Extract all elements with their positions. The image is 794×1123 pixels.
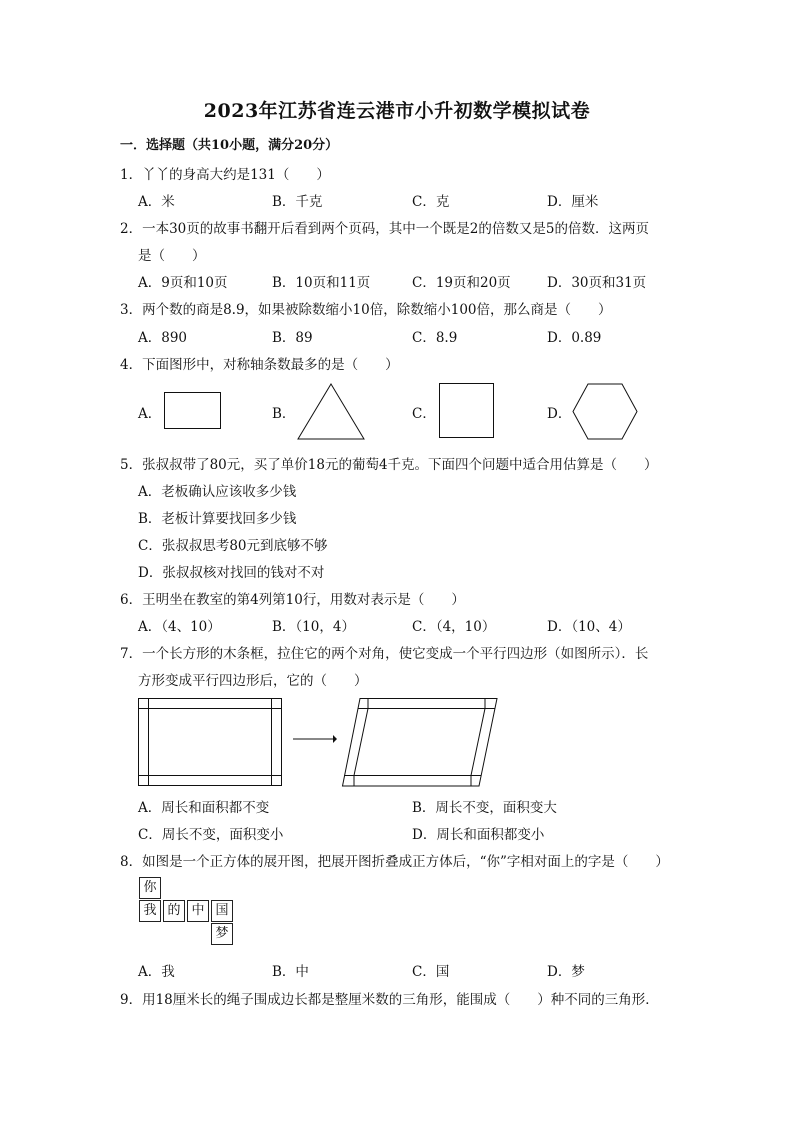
q6-option-a: A．（4、10）	[138, 619, 221, 635]
q7-option-d: D．周长和面积都变小	[412, 827, 545, 843]
q2-option-d: D．30页和31页	[547, 275, 647, 291]
q4-option-c: C．	[412, 406, 436, 422]
arrow-right-icon	[293, 733, 337, 745]
q3-option-c: C．8.9	[412, 330, 458, 346]
net-cell-guo: 国	[211, 900, 233, 922]
q6-option-c: C．（4，10）	[412, 619, 496, 635]
q4-option-a: A．	[138, 406, 162, 422]
question-6-stem: 6．王明坐在教室的第4列第10行，用数对表示是（ ）	[120, 592, 465, 608]
question-7-stem-line2: 方形变成平行四边形后，它的（ ）	[138, 673, 368, 689]
question-4-stem: 4．下面图形中，对称轴条数最多的是（ ）	[120, 357, 399, 373]
q1-option-c: C．克	[412, 194, 450, 210]
q7-option-c: C．周长不变，面积变小	[138, 827, 284, 843]
question-2-stem-line1: 2．一本30页的故事书翻开后看到两个页码，其中一个既是2的倍数又是5的倍数．这两页	[120, 221, 649, 237]
q8-option-c: C．国	[412, 964, 450, 980]
hexagon-figure	[572, 383, 638, 441]
q1-option-a: A．米	[138, 194, 175, 210]
q5-option-b: B．老板计算要找回多少钱	[138, 511, 297, 527]
q2-option-b: B．10页和11页	[272, 275, 371, 291]
q4-option-b: B．	[272, 406, 296, 422]
q6-option-d: D．（10、4）	[547, 619, 631, 635]
page-title: 2023年江苏省连云港市小升初数学模拟试卷	[203, 100, 591, 122]
square-figure	[439, 383, 495, 439]
question-2-stem-line2: 是（ ）	[138, 248, 206, 264]
q3-option-a: A．890	[138, 330, 188, 346]
rectangle-frame-figure	[138, 698, 286, 788]
parallelogram-frame-figure	[342, 698, 498, 788]
q2-option-c: C．19页和20页	[412, 275, 511, 291]
q7-option-a: A．周长和面积都不变	[138, 800, 270, 816]
triangle-figure	[297, 383, 365, 441]
net-cell-de: 的	[163, 900, 185, 922]
q4-option-d: D．	[547, 406, 572, 422]
q6-option-b: B．（10，4）	[272, 619, 355, 635]
q3-option-b: B．89	[272, 330, 313, 346]
question-9-stem: 9．用18厘米长的绳子围成边长都是整厘米数的三角形，能围成（ ）种不同的三角形．	[120, 992, 659, 1008]
question-1-stem: 1．丫丫的身高大约是131（ ）	[120, 167, 330, 183]
rectangle-figure	[164, 392, 222, 430]
net-cell-ni: 你	[139, 877, 161, 899]
q1-option-b: B．千克	[272, 194, 323, 210]
q8-option-a: A．我	[138, 964, 175, 980]
question-5-stem: 5．张叔叔带了80元，买了单价18元的葡萄4千克。下面四个问题中适合用估算是（ ）	[120, 457, 658, 473]
q3-option-d: D．0.89	[547, 330, 602, 346]
net-cell-zhong: 中	[187, 900, 209, 922]
question-8-stem: 8．如图是一个正方体的展开图，把展开图折叠成正方体后，“你”字相对面上的字是（ ）	[120, 854, 669, 870]
q7-option-b: B．周长不变，面积变大	[412, 800, 557, 816]
question-7-stem-line1: 7．一个长方形的木条框，拉住它的两个对角，使它变成一个平行四边形（如图所示）．长	[120, 646, 649, 662]
q8-option-d: D．梦	[547, 964, 585, 980]
q1-option-d: D．厘米	[547, 194, 599, 210]
q5-option-d: D．张叔叔核对找回的钱对不对	[138, 565, 325, 581]
net-cell-meng: 梦	[211, 923, 233, 945]
q5-option-c: C．张叔叔思考80元到底够不够	[138, 538, 328, 554]
question-3-stem: 3．两个数的商是8.9，如果被除数缩小10倍，除数缩小100倍，那么商是（ ）	[120, 302, 612, 318]
q5-option-a: A．老板确认应该收多少钱	[138, 484, 297, 500]
net-cell-wo: 我	[139, 900, 161, 922]
q8-option-b: B．中	[272, 964, 309, 980]
section-heading: 一．选择题（共10小题，满分20分）	[120, 138, 339, 153]
q2-option-a: A．9页和10页	[138, 275, 228, 291]
